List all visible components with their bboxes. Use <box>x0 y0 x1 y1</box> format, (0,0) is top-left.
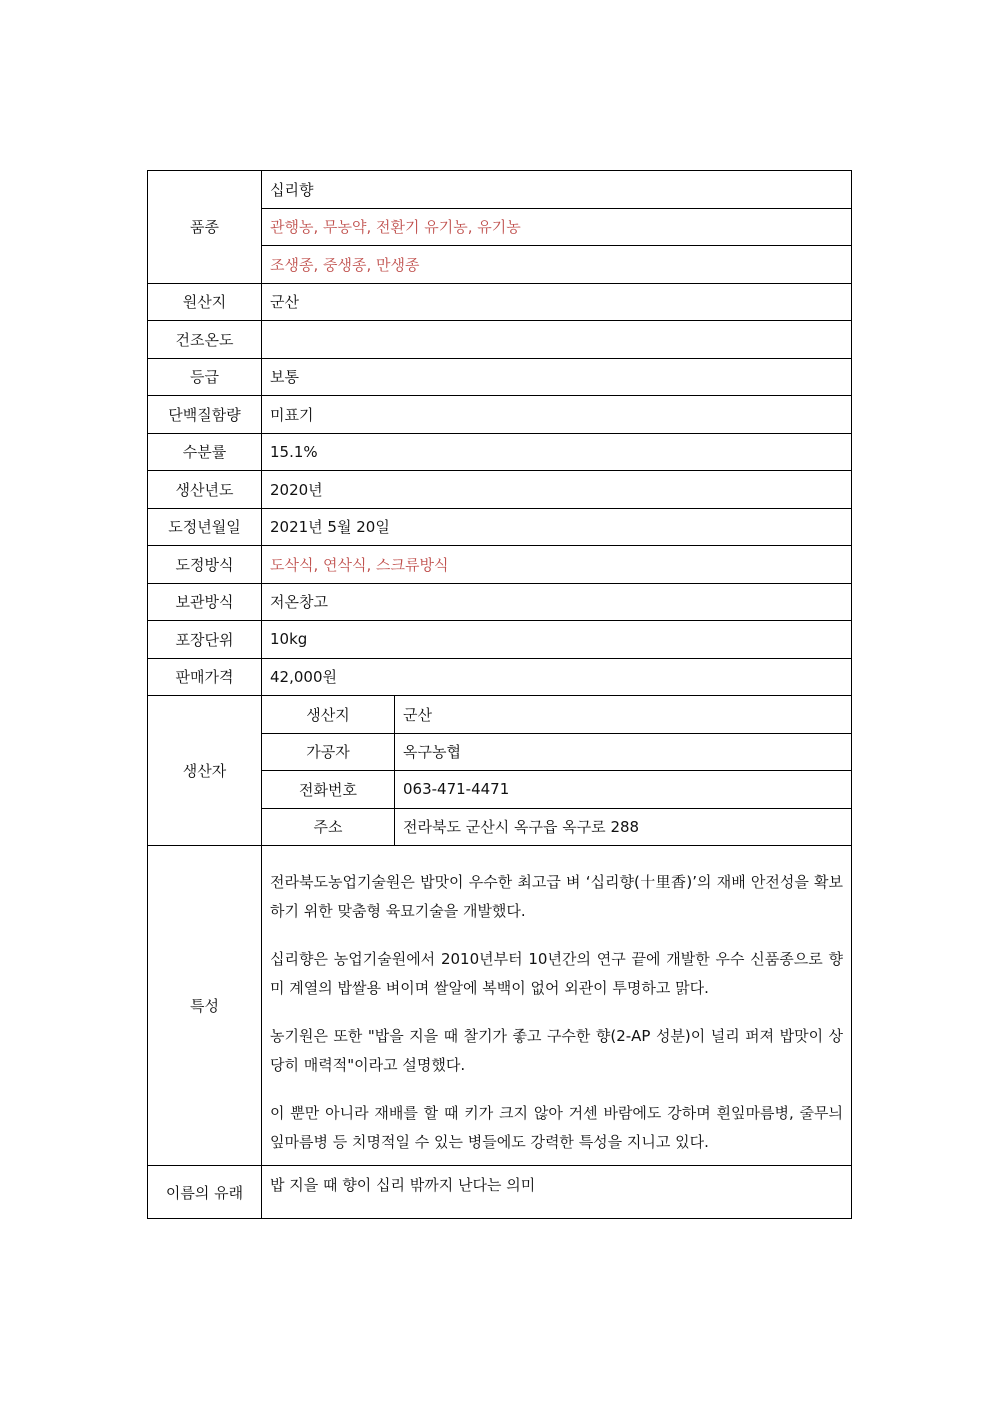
rice-spec-table <box>147 170 852 1219</box>
features-label: 특성 <box>148 846 262 1166</box>
production-year-value: 2020년 <box>262 471 852 509</box>
name-origin-label: 이름의 유래 <box>148 1166 262 1219</box>
producer-place-value: 군산 <box>395 696 852 734</box>
production-year-label: 생산년도 <box>148 471 262 509</box>
grade-label: 등급 <box>148 358 262 396</box>
variety-row <box>148 171 852 209</box>
origin-label: 원산지 <box>148 283 262 321</box>
milling-method-row <box>148 546 852 584</box>
moisture-row <box>148 433 852 471</box>
production-year-row <box>148 471 852 509</box>
producer-place-row <box>148 696 852 734</box>
storage-label: 보관방식 <box>148 583 262 621</box>
grade-value: 보통 <box>262 358 852 396</box>
milling-date-value: 2021년 5월 20일 <box>262 508 852 546</box>
price-row <box>148 658 852 696</box>
milling-method-label: 도정방식 <box>148 546 262 584</box>
producer-processor-value: 옥구농협 <box>395 733 852 771</box>
features-paragraph: 전라북도농업기술원은 밥맛이 우수한 최고급 벼 ‘십리향(十里香)’의 재배 안전성을 확보하기 위한 맞춤형 육묘기술을 개발했다. <box>270 873 844 920</box>
protein-value: 미표기 <box>262 396 852 434</box>
milling-date-row <box>148 508 852 546</box>
producer-address-value: 전라북도 군산시 옥구읍 옥구로 288 <box>395 808 852 846</box>
package-label: 포장단위 <box>148 621 262 659</box>
variety-cultivation: 관행농, 무농약, 전환기 유기농, 유기농 <box>262 208 852 246</box>
moisture-label: 수분률 <box>148 433 262 471</box>
protein-label: 단백질함량 <box>148 396 262 434</box>
milling-method-value: 도삭식, 연삭식, 스크류방식 <box>262 546 852 584</box>
drying-temp-value <box>262 321 852 359</box>
variety-name: 십리향 <box>262 171 852 209</box>
drying-temp-row <box>148 321 852 359</box>
protein-row <box>148 396 852 434</box>
producer-phone-value: 063-471-4471 <box>395 771 852 809</box>
grade-row <box>148 358 852 396</box>
variety-maturity: 조생종, 중생종, 만생종 <box>262 246 852 284</box>
producer-phone-label: 전화번호 <box>262 771 395 809</box>
producer-label: 생산자 <box>148 696 262 846</box>
package-row <box>148 621 852 659</box>
variety-label: 품종 <box>148 171 262 284</box>
milling-date-label: 도정년월일 <box>148 508 262 546</box>
features-row <box>148 846 852 1166</box>
producer-address-label: 주소 <box>262 808 395 846</box>
origin-value: 군산 <box>262 283 852 321</box>
drying-temp-label: 건조온도 <box>148 321 262 359</box>
features-paragraph: 농기원은 또한 "밥을 지을 때 찰기가 좋고 구수한 향(2-AP 성분)이 널리 퍼져 밥맛이 상당히 매력적"이라고 설명했다. <box>270 1027 844 1074</box>
features-paragraph: 이 뿐만 아니라 재배를 할 때 키가 크지 않아 거센 바람에도 강하며 흰잎마름병, 줄무늬잎마름병 등 치명적일 수 있는 병들에도 강력한 특성을 지니고 있다. <box>270 1104 844 1151</box>
package-value: 10kg <box>262 621 852 659</box>
price-label: 판매가격 <box>148 658 262 696</box>
name-origin-value: 밥 지을 때 향이 십리 밖까지 난다는 의미 <box>262 1166 852 1219</box>
storage-row <box>148 583 852 621</box>
moisture-value: 15.1% <box>262 433 852 471</box>
producer-processor-label: 가공자 <box>262 733 395 771</box>
producer-place-label: 생산지 <box>262 696 395 734</box>
origin-row <box>148 283 852 321</box>
storage-value: 저온창고 <box>262 583 852 621</box>
features-paragraph: 십리향은 농업기술원에서 2010년부터 10년간의 연구 끝에 개발한 우수 신품종으로 향미 계열의 밥쌀용 벼이며 쌀알에 복백이 없어 외관이 투명하고 맑다. <box>270 950 844 997</box>
price-value: 42,000원 <box>262 658 852 696</box>
features-description <box>262 846 852 1166</box>
name-origin-row <box>148 1166 852 1219</box>
